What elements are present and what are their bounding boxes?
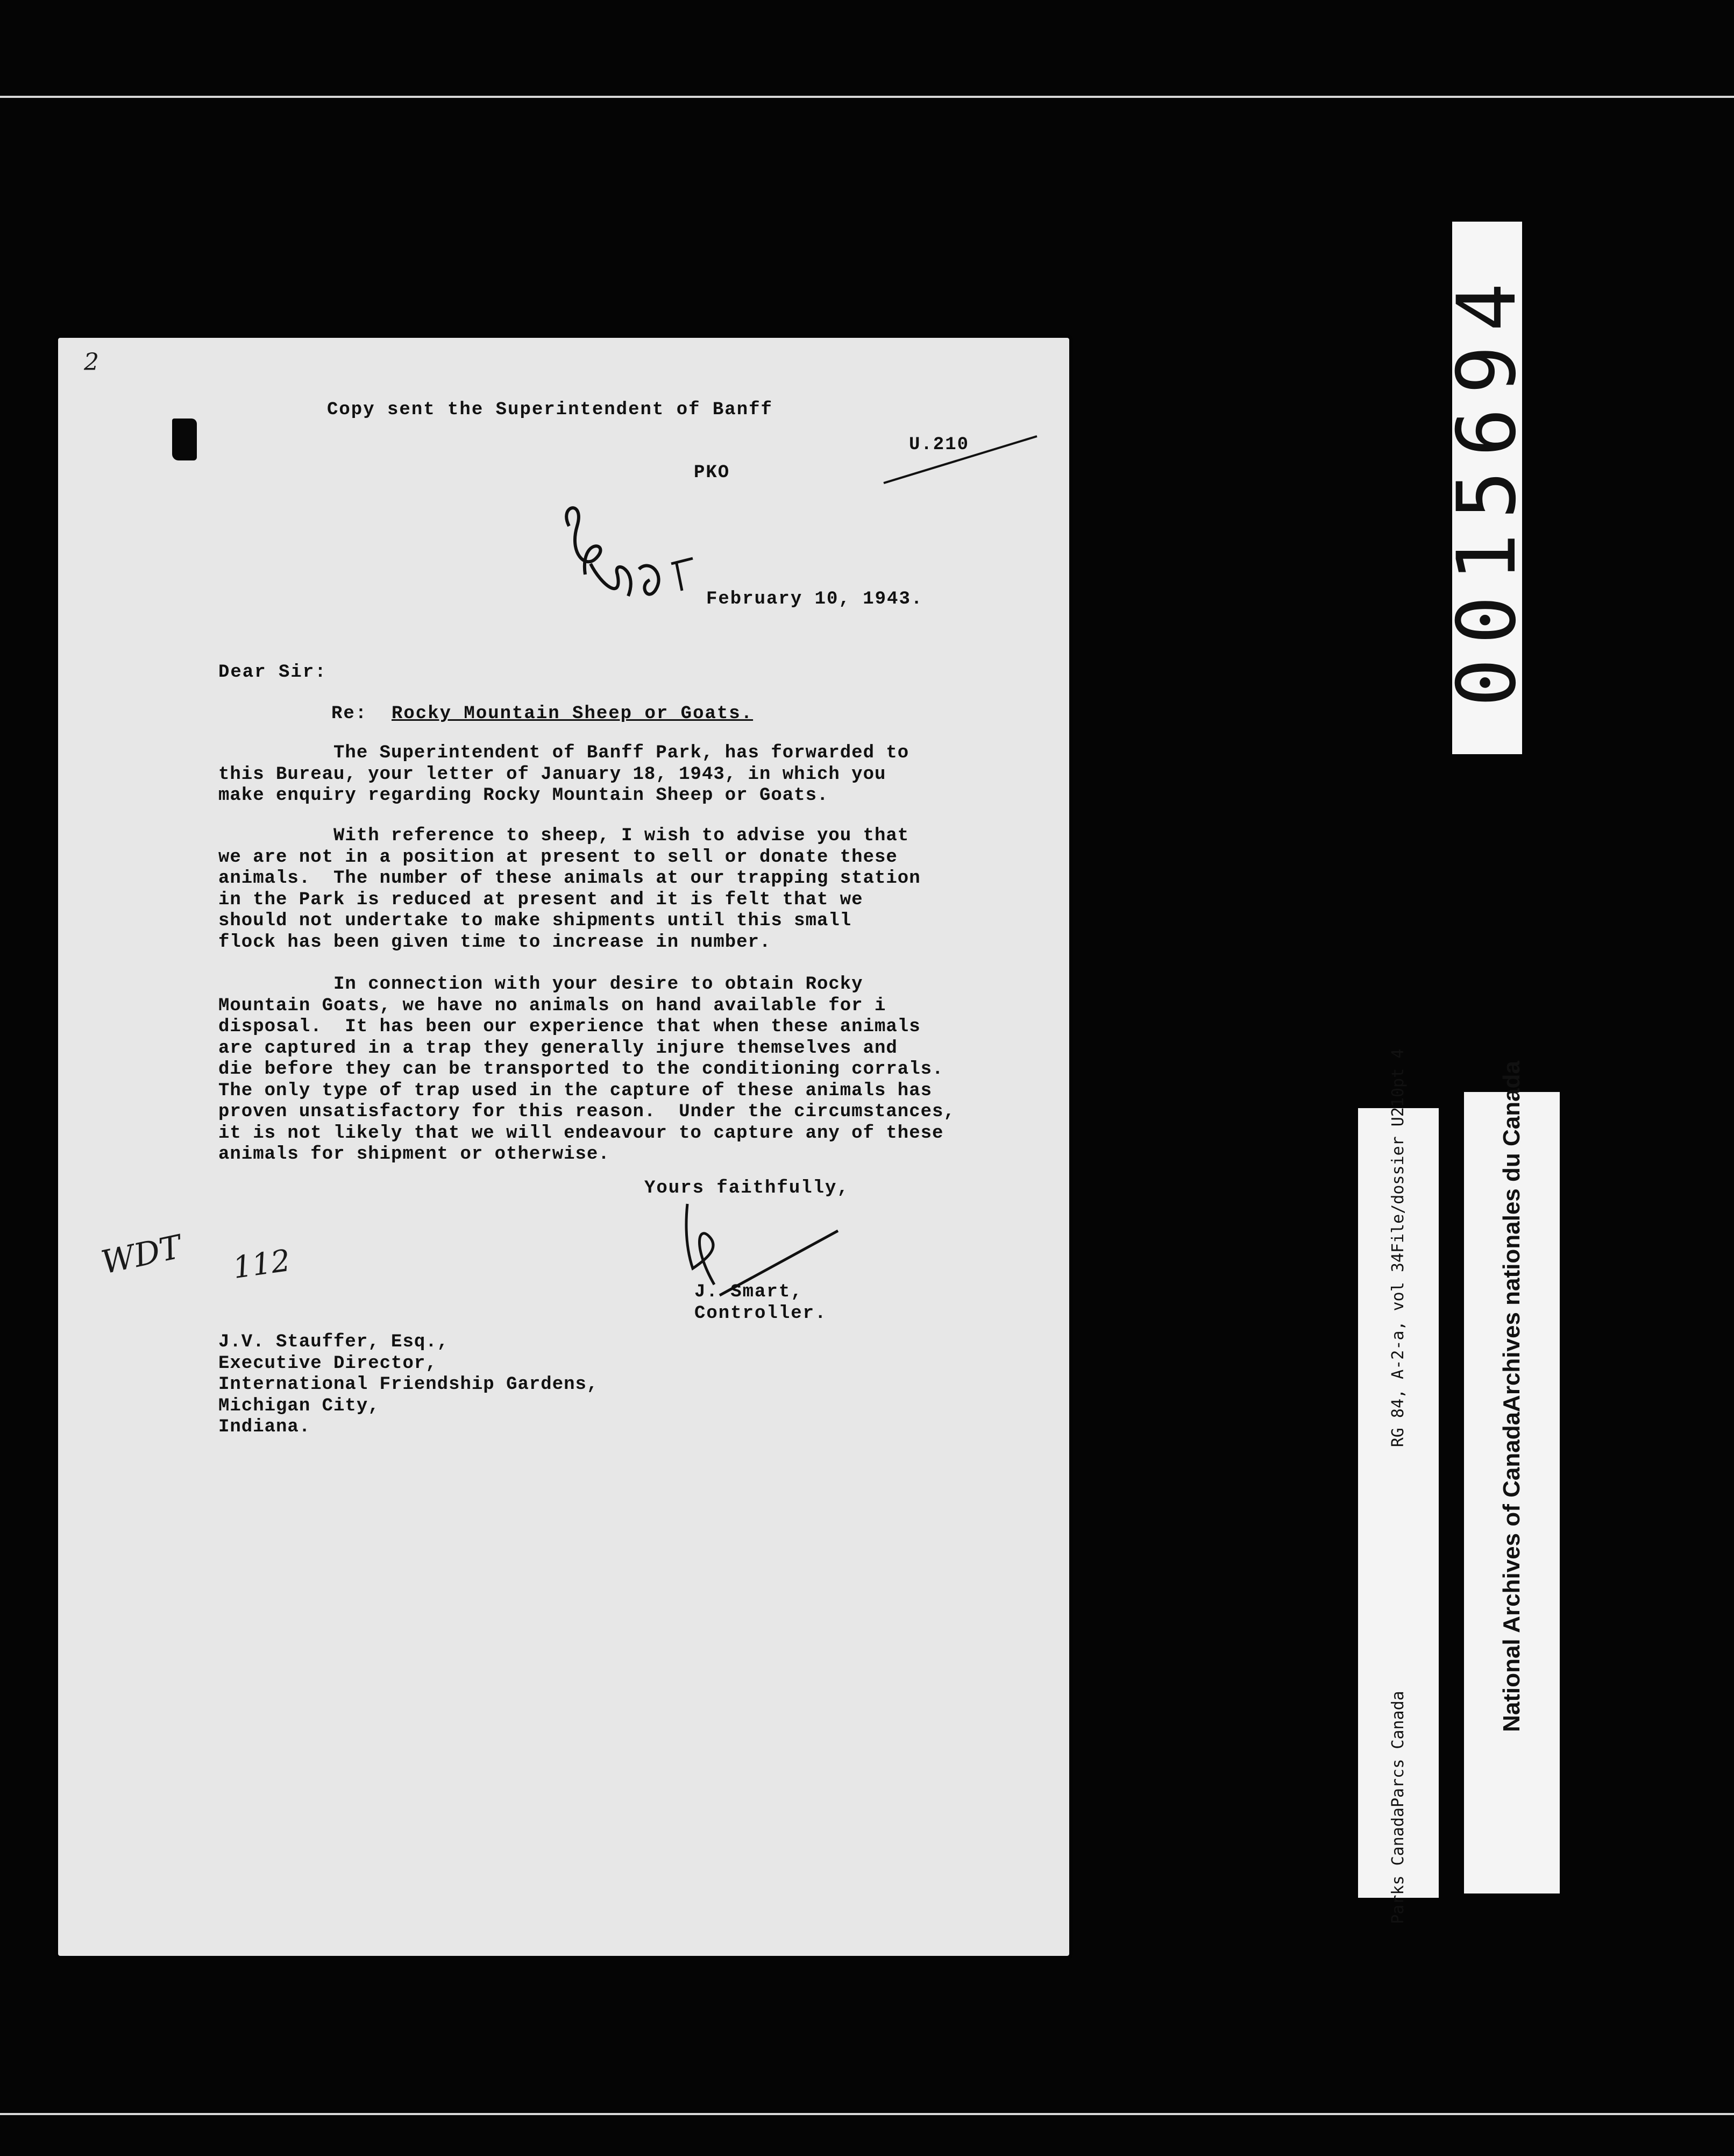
film-edge-top xyxy=(0,96,1734,98)
archive-name-line: Archives nationales du Canada xyxy=(1498,1061,1525,1413)
archive-label-large xyxy=(1464,1061,1560,1893)
letter-page xyxy=(58,338,1069,1956)
letter-date: February 10, 1943. xyxy=(706,589,923,609)
reference-line: File/dossier U210 xyxy=(1389,1087,1408,1253)
archive-name-line: National Archives of Canada xyxy=(1498,1412,1525,1733)
body-line: are captured in a trap they generally injure themselves and xyxy=(218,1038,898,1059)
closing: Yours faithfully, xyxy=(644,1178,849,1198)
organisation-line: Parcs Canada xyxy=(1389,1691,1408,1807)
body-line: make enquiry regarding Rocky Mountain Sheep or Goats. xyxy=(218,785,829,806)
address-line: Indiana. xyxy=(218,1417,311,1437)
signatory-name: J. Smart, xyxy=(694,1282,803,1302)
copy-note: Copy sent the Superintendent of Banff xyxy=(327,400,773,420)
body-line: animals. The number of these animals at our trapping station xyxy=(218,868,921,889)
body-line: should not undertake to make shipments until this small xyxy=(218,911,852,931)
body-line: proven unsatisfactory for this reason. Under the circumstances, xyxy=(218,1102,955,1122)
salutation: Dear Sir: xyxy=(218,662,327,683)
address-line: J.V. Stauffer, Esq., xyxy=(218,1332,449,1352)
torn-corner xyxy=(172,419,197,460)
initials: PKO xyxy=(694,463,730,483)
frame-number: 0015694 xyxy=(1440,268,1534,707)
body-line: flock has been given time to increase in number. xyxy=(218,932,771,953)
paragraph-1 xyxy=(218,743,909,807)
handwritten-initials-stamp xyxy=(548,494,730,618)
margin-number: 112 xyxy=(230,1243,293,1286)
body-line: it is not likely that we will endeavour to capture any of these xyxy=(218,1123,944,1144)
body-line: The Superintendent of Banff Park, has forwarded to xyxy=(218,743,909,763)
signatory-title: Controller. xyxy=(694,1303,827,1324)
reference-line: pt 4 xyxy=(1389,1048,1408,1088)
body-line: With reference to sheep, I wish to advise you that xyxy=(218,826,909,846)
film-edge-bottom xyxy=(0,2113,1734,2115)
body-line: Mountain Goats, we have no animals on hand available for i xyxy=(218,995,886,1016)
body-line: we are not in a position at present to sell or donate these xyxy=(218,847,898,868)
body-line: disposal. It has been our experience that when these animals xyxy=(218,1017,921,1037)
paragraph-3 xyxy=(218,974,955,1166)
subject-line: Rocky Mountain Sheep or Goats. xyxy=(392,704,754,724)
corner-mark: 2 xyxy=(84,349,99,376)
body-line: this Bureau, your letter of January 18, 1943, in which you xyxy=(218,764,886,785)
subject-prefix: Re: xyxy=(331,704,368,724)
body-line: animals for shipment or otherwise. xyxy=(218,1144,610,1165)
address-line: Executive Director, xyxy=(218,1353,437,1374)
body-line: In connection with your desire to obtain Rocky xyxy=(218,974,863,995)
organisation-line: Parks Canada xyxy=(1389,1807,1408,1924)
frame-number-strip xyxy=(1440,222,1534,754)
archive-label-small xyxy=(1358,1048,1439,1924)
file-number-stroke xyxy=(881,432,1042,491)
body-line: The only type of trap used in the capture of these animals has xyxy=(218,1080,933,1101)
margin-initials: WDT xyxy=(98,1228,185,1282)
body-line: in the Park is reduced at present and it is felt that we xyxy=(218,889,863,910)
address-line: Michigan City, xyxy=(218,1395,380,1416)
paragraph-2 xyxy=(218,826,921,953)
address-line: International Friendship Gardens, xyxy=(218,1374,599,1395)
recipient-address xyxy=(218,1332,598,1438)
reference-line: RG 84, A-2-a, vol 34 xyxy=(1389,1253,1408,1448)
file-number: U.210 xyxy=(909,435,970,455)
body-line: die before they can be transported to the conditioning corrals. xyxy=(218,1059,944,1080)
